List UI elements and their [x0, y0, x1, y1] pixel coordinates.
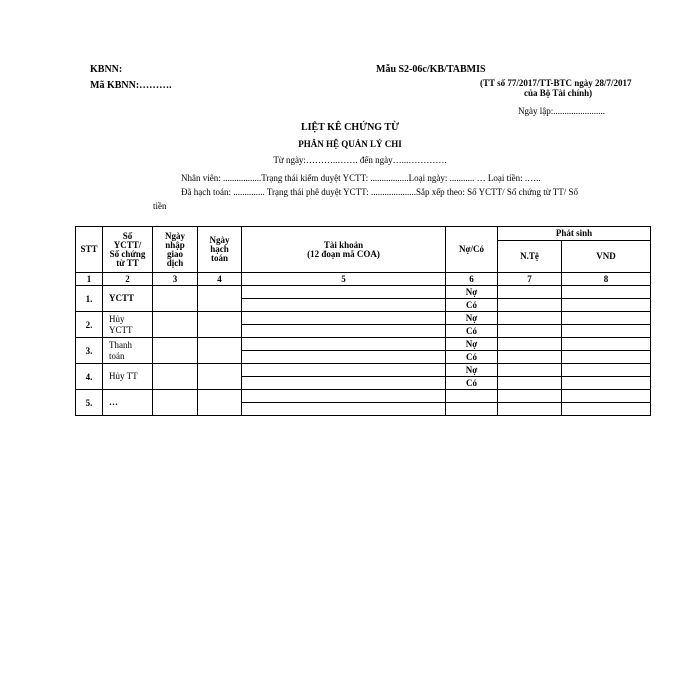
row-label: …: [103, 390, 153, 416]
row-label: Hủy YCTT: [103, 312, 153, 338]
column-number-row: [76, 273, 651, 286]
row-no: Nợ: [446, 286, 498, 299]
date-created: Ngày lập:.......................: [518, 106, 605, 116]
form-code: Mẫu S2-06c/KB/TABMIS: [376, 64, 486, 75]
col-phat-sinh: Phát sinh: [498, 227, 651, 241]
table-row: [76, 286, 651, 299]
col-ngay-nhap: Ngày nhập giao dịch: [153, 227, 198, 273]
row-no: Nợ: [446, 338, 498, 351]
row-stt: 4.: [76, 364, 103, 390]
col-so-ctu: Số YCTT/ Số chứng từ TT: [103, 227, 153, 273]
col-stt: STT: [76, 227, 103, 273]
filter-line-2: Đã hạch toán: .............. Trạng thái phê duyệt YCTT: ....................Sắp xếp theo: Số YCTT/ Số chứng từ TT/ Số: [181, 187, 578, 197]
row-co: Có: [446, 377, 498, 390]
row-no: Nợ: [446, 312, 498, 325]
filter-line-1: Nhân viên: .................Trạng thái kiểm duyệt YCTT: .................Loại ngày: ........... … Loại tiền: .…..: [181, 173, 541, 183]
row-no: Nợ: [446, 364, 498, 377]
col-tai-khoan: Tài khoản (12 đoạn mã COA): [242, 227, 446, 273]
circular-ref-line1: (TT số 77/2017/TT-BTC ngày 28/7/2017: [480, 78, 632, 88]
col-ngay-hach-toan: Ngày hạch toán: [198, 227, 242, 273]
row-co: Có: [446, 325, 498, 338]
row-label: YCTT: [103, 286, 153, 312]
row-stt: 3.: [76, 338, 103, 364]
table-row: [76, 364, 651, 377]
circular-ref-line2: của Bộ Tài chính): [524, 88, 593, 98]
col-number: 3: [153, 273, 198, 286]
ma-kbnn-label: Mã KBNN:……….: [90, 80, 172, 91]
col-number: 5: [242, 273, 446, 286]
table-row: [76, 312, 651, 325]
row-no: [446, 390, 498, 403]
col-number: 8: [562, 273, 651, 286]
filter-line-3: tiền: [153, 201, 167, 211]
date-range: Từ ngày:………..……. đến ngày…...………….: [273, 155, 447, 165]
voucher-table: [75, 226, 651, 416]
report-title: LIỆT KÊ CHỨNG TỪ: [300, 122, 400, 133]
report-subtitle: PHÂN HỆ QUẢN LÝ CHI: [298, 139, 402, 149]
col-vnd: VND: [562, 241, 651, 273]
row-co: Có: [446, 351, 498, 364]
row-co: Có: [446, 299, 498, 312]
col-number: 2: [103, 273, 153, 286]
row-stt: 1.: [76, 286, 103, 312]
table-row: [76, 338, 651, 351]
table-row: [76, 390, 651, 403]
col-number: 1: [76, 273, 103, 286]
row-stt: 2.: [76, 312, 103, 338]
row-co: [446, 403, 498, 416]
row-stt: 5.: [76, 390, 103, 416]
row-label: Thanh toán: [103, 338, 153, 364]
col-nte: N.Tệ: [498, 241, 562, 273]
col-number: 7: [498, 273, 562, 286]
col-no-co: Nợ/Có: [446, 227, 498, 273]
col-number: 4: [198, 273, 242, 286]
kbnn-label: KBNN:: [90, 64, 123, 75]
col-number: 6: [446, 273, 498, 286]
row-label: Hủy TT: [103, 364, 153, 390]
